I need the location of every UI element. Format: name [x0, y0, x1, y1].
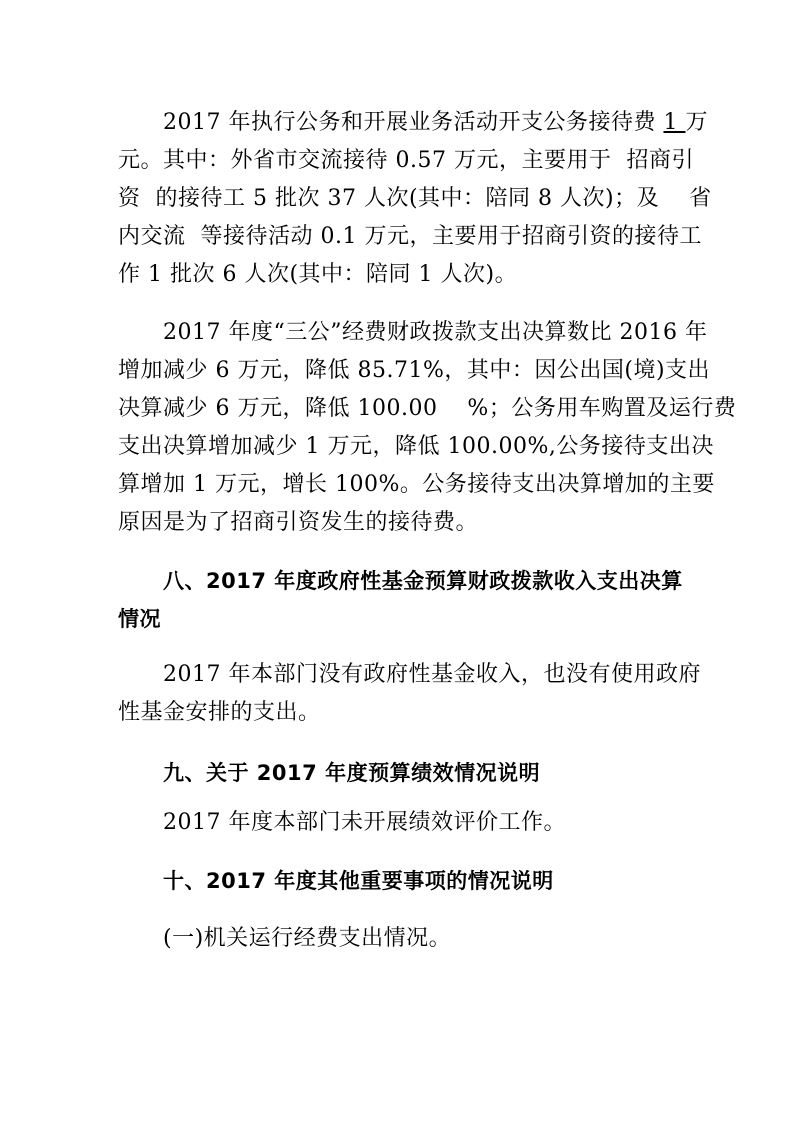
section10-sub1: (一)机关运行经费支出情况。: [163, 926, 452, 951]
para2-line-4: 支出决算增加减少 1 万元，降低 100.00%,公务接待支出决: [118, 434, 714, 459]
para1-line-2: 元。其中：外省市交流接待 0.57 万元，主要用于 招商引: [118, 148, 694, 173]
para2-line-2: 增加减少 6 万元，降低 85.71%，其中：因公出国(境)支出: [118, 358, 711, 383]
section8-heading-line-2: 情况: [118, 607, 161, 631]
para2-line-3: 决算减少 6 万元，降低 100.00 %；公务用车购置及运行费: [118, 396, 737, 421]
para1-line-1-unit: 万: [685, 110, 708, 135]
para1-line-4: 内交流 等接待活动 0.1 万元，主要用于招商引资的接待工: [118, 224, 702, 249]
para2-line-5: 算增加 1 万元，增长 100%。公务接待支出决算增加的主要: [118, 472, 715, 497]
para1-line-1-text: 2017 年执行公务和开展业务活动开支公务接待费: [163, 110, 664, 135]
para1-line-5: 作 1 批次 6 人次(其中：陪同 1 人次)。: [118, 262, 518, 287]
section8-body-line-1: 2017 年本部门没有政府性基金收入，也没有使用政府: [163, 662, 701, 687]
para1-line-1: [163, 110, 708, 136]
section8-body-line-2: 性基金安排的支出。: [118, 700, 321, 725]
para2-line-6: 原因是为了招商引资发生的接待费。: [118, 510, 479, 535]
section10-heading: 十、2017 年度其他重要事项的情况说明: [163, 869, 554, 893]
section9-body: 2017 年度本部门未开展绩效评价工作。: [163, 810, 566, 835]
para2-line-1: 2017 年度“三公”经费财政拨款支出决算数比 2016 年: [163, 320, 708, 345]
para1-line-3: 资 的接待工 5 批次 37 人次(其中：陪同 8 人次)；及 省: [118, 186, 712, 211]
section8-heading-line-1: 八、2017 年度政府性基金预算财政拨款收入支出决算: [163, 569, 683, 593]
section9-heading: 九、关于 2017 年度预算绩效情况说明: [163, 761, 541, 785]
para1-underlined-amount: 1: [663, 110, 686, 135]
